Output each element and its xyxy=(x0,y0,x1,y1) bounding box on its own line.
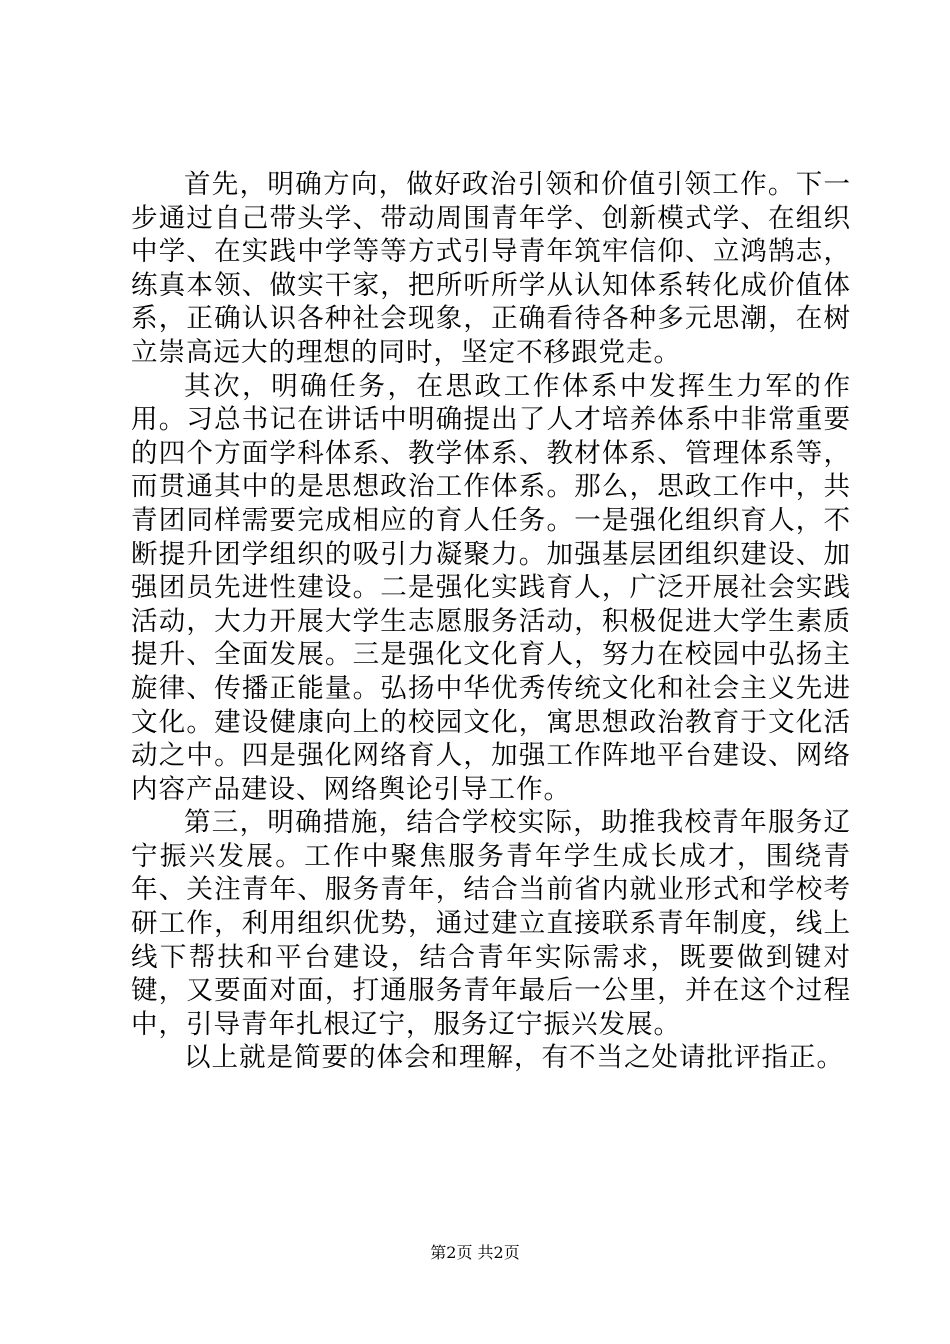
paragraph-measures: 第三，明确措施，结合学校实际，助推我校青年服务辽宁振兴发展。工作中聚焦服务青年学生成长成才，围绕青年、关注青年、服务青年，结合当前省内就业形式和学校考研工作，利用组织优势，通过建立直接联系青年制度，线上线下帮扶和平台建设，结合青年实际需求，既要做到键对键，又要面对面，打通服务青年最后一公里，并在这个过程中，引导青年扎根辽宁，服务辽宁振兴发展。 xyxy=(131,807,851,1040)
paragraph-direction: 首先，明确方向，做好政治引领和价值引领工作。下一步通过自己带头学、带动周围青年学、创新模式学、在组织中学、在实践中学等等方式引导青年筑牢信仰、立鸿鹄志，练真本领、做实干家，把所听所学从认知体系转化成价值体系，正确认识各种社会现象，正确看待各种多元思潮，在树立崇高远大的理想的同时，坚定不移跟党走。 xyxy=(131,169,851,368)
paragraph-task: 其次，明确任务，在思政工作体系中发挥生力军的作用。习总书记在讲话中明确提出了人才培养体系中非常重要的四个方面学科体系、教学体系、教材体系、管理体系等，而贯通其中的是思想政治工作体系。那么，思政工作中，共青团同样需要完成相应的育人任务。一是强化组织育人，不断提升团学组织的吸引力凝聚力。加强基层团组织建设、加强团员先进性建设。二是强化实践育人，广泛开展社会实践活动，大力开展大学生志愿服务活动，积极促进大学生素质提升、全面发展。三是强化文化育人，努力在校园中弘扬主旋律、传播正能量。弘扬中华优秀传统文化和社会主义先进文化。建设健康向上的校园文化，寓思想政治教育于文化活动之中。四是强化网络育人，加强工作阵地平台建设、网络内容产品建设、网络舆论引导工作。 xyxy=(131,370,851,805)
paragraph-closing: 以上就是简要的体会和理解，有不当之处请批评指正。 xyxy=(184,1042,844,1074)
page-footer xyxy=(0,1242,950,1264)
page-number: 第2页 共2页 xyxy=(430,1243,520,1262)
document-body xyxy=(131,168,851,1075)
